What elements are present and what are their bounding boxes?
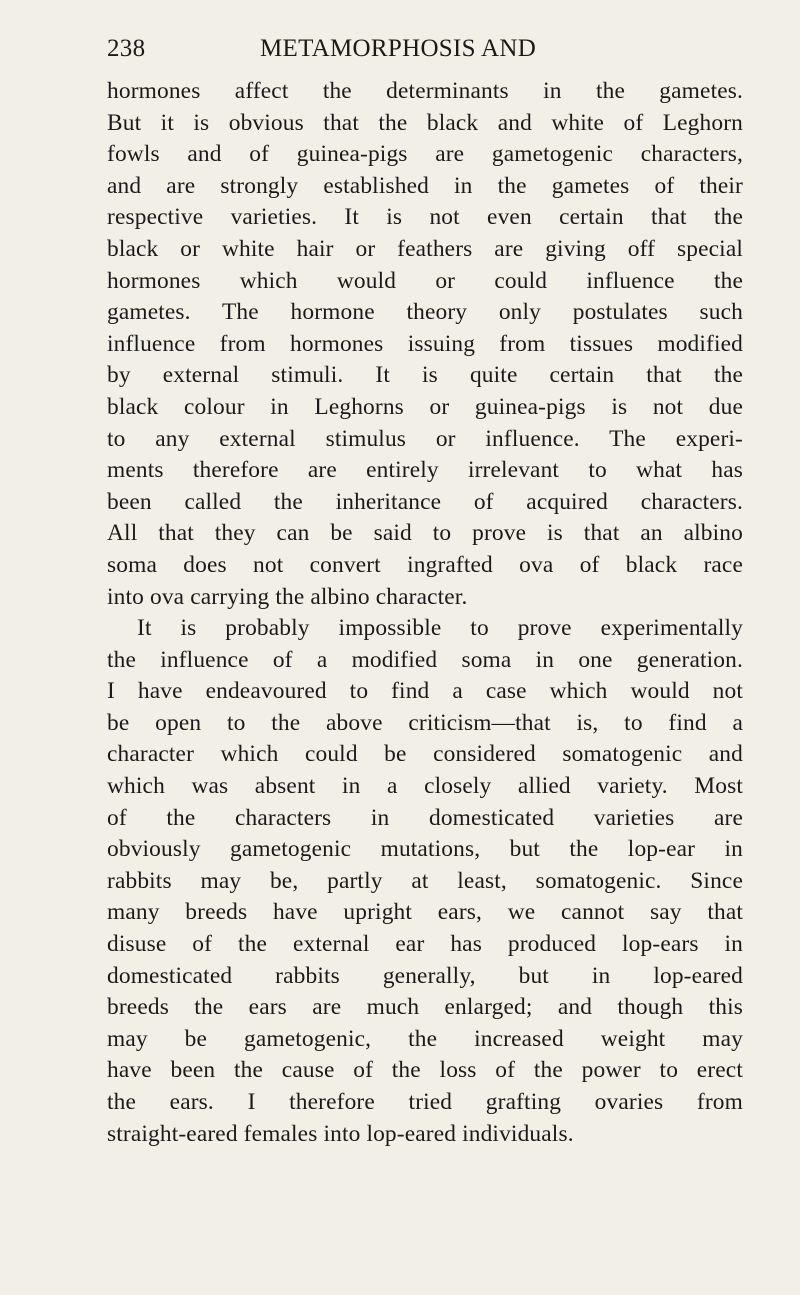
text-line: ments therefore are entirely irrelevant to what has bbox=[107, 457, 743, 484]
text-line-indented: It is probably impossible to prove experimentally bbox=[137, 615, 743, 642]
text-line: and are strongly established in the gametes of their bbox=[107, 172, 743, 199]
paragraph-1 bbox=[107, 76, 743, 613]
text-line: disuse of the external ear has produced lop-ears in bbox=[107, 931, 743, 958]
page-number: 238 bbox=[107, 35, 146, 62]
text-line: been called the inheritance of acquired characters. bbox=[107, 488, 743, 515]
running-head bbox=[107, 34, 743, 76]
text-line: hormones affect the determinants in the gametes. bbox=[107, 78, 743, 104]
text-line: But it is obvious that the black and white of Leghorn bbox=[107, 109, 743, 136]
text-line: black colour in Leghorns or guinea-pigs is not due bbox=[107, 393, 743, 420]
text-line: which was absent in a closely allied variety. Most bbox=[107, 773, 743, 800]
text-line: character which could be considered somatogenic and bbox=[107, 741, 743, 768]
text-line: I have endeavoured to find a case which would not bbox=[107, 678, 743, 705]
text-line: by external stimuli. It is quite certain that the bbox=[107, 362, 743, 389]
text-line: may be gametogenic, the increased weight may bbox=[107, 1025, 743, 1052]
text-line: of the characters in domesticated varieties are bbox=[107, 804, 743, 831]
text-line: many breeds have upright ears, we cannot say that bbox=[107, 899, 743, 926]
text-line: black or white hair or feathers are giving off special bbox=[107, 235, 743, 262]
text-line: obviously gametogenic mutations, but the lop-ear in bbox=[107, 836, 743, 863]
body-text bbox=[107, 76, 743, 1150]
text-line: respective varieties. It is not even certain that the bbox=[107, 204, 743, 231]
text-line: rabbits may be, partly at least, somatogenic. Since bbox=[107, 867, 743, 894]
text-line: domesticated rabbits generally, but in lop-eared bbox=[107, 962, 743, 989]
text-line: hormones which would or could influence the bbox=[107, 267, 743, 294]
book-page bbox=[107, 34, 743, 1150]
text-line-last: straight-eared females into lop-eared individuals. bbox=[107, 1120, 574, 1147]
text-line: the influence of a modified soma in one generation. bbox=[107, 646, 743, 673]
text-line: soma does not convert ingrafted ova of black race bbox=[107, 551, 743, 578]
text-line: All that they can be said to prove is that an albino bbox=[107, 520, 743, 547]
text-line: be open to the above criticism—that is, to find a bbox=[107, 709, 743, 736]
text-line-last: into ova carrying the albino character. bbox=[107, 583, 468, 610]
text-line: influence from hormones issuing from tissues modified bbox=[107, 330, 743, 357]
text-line: gametes. The hormone theory only postulates such bbox=[107, 299, 743, 326]
text-line: fowls and of guinea-pigs are gametogenic characters, bbox=[107, 141, 743, 168]
text-line: have been the cause of the loss of the power to erect bbox=[107, 1057, 743, 1084]
text-line: breeds the ears are much enlarged; and though this bbox=[107, 994, 743, 1021]
text-line: the ears. I therefore tried grafting ovaries from bbox=[107, 1089, 743, 1115]
text-line: to any external stimulus or influence. The experi- bbox=[107, 425, 743, 452]
running-title: METAMORPHOSIS AND bbox=[260, 35, 537, 62]
paragraph-2 bbox=[107, 613, 743, 1150]
